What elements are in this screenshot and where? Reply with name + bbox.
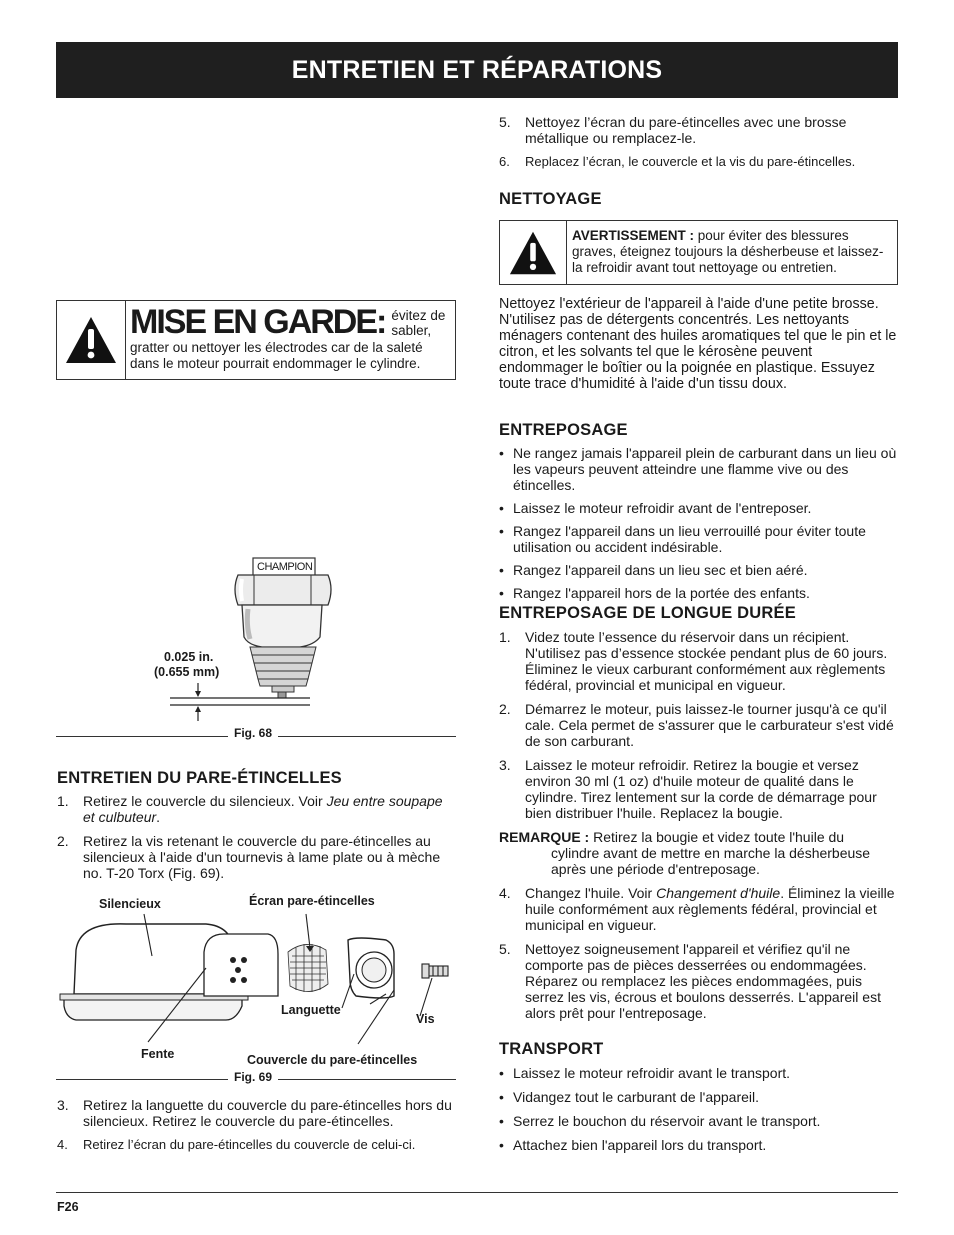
list-item: • Laissez le moteur refroidir avant de l'entreposer. — [499, 500, 812, 516]
label-vis: Vis — [416, 1012, 435, 1026]
list-item: • Serrez le bouchon du réservoir avant le transport. — [499, 1113, 821, 1129]
caution-content — [125, 301, 455, 379]
cross-reference: Jeu entre soupape et culbuteur — [83, 793, 443, 825]
warning-box — [499, 220, 898, 285]
label-fente: Fente — [141, 1047, 175, 1061]
long-storage-steps — [499, 629, 899, 1029]
storage-list — [499, 445, 897, 608]
muffler-figure — [56, 910, 456, 1070]
fig68-caption: Fig. 68 — [228, 726, 278, 740]
list-item: 6. Replacez l’écran, le couvercle et la vis du pare-étincelles. — [499, 154, 856, 169]
list-item: • Rangez l'appareil dans un lieu sec et bien aéré. — [499, 562, 808, 578]
heading-cleaning: NETTOYAGE — [499, 190, 602, 208]
fig69-caption: Fig. 69 — [228, 1070, 278, 1084]
heading-long-storage: ENTREPOSAGE DE LONGUE DURÉE — [499, 604, 796, 622]
list-item: 4. Changez l'huile. Voir Changement d'huile. Éliminez la vieille huile conformément aux règlements fédéral, provincial et municipal en vigueur. — [499, 885, 895, 933]
transport-list — [499, 1065, 897, 1160]
list-item: • Vidangez tout le carburant de l'appareil. — [499, 1089, 760, 1105]
list-item: • Rangez l'appareil dans un lieu verrouillé pour éviter toute utilisation ou accident indésirable. — [499, 523, 866, 555]
warning-text: pour éviter des blessures graves, éteignez toujours la désherbeuse et laissez-la refroidir avant tout nettoyage ou entretien. — [572, 228, 884, 275]
label-languette: Languette — [281, 1003, 341, 1017]
label-silencieux: Silencieux — [99, 897, 161, 911]
caution-text-inline: évitez de sabler, — [391, 308, 446, 338]
footer-rule — [56, 1192, 898, 1193]
gap-label-in: 0.025 in. — [164, 650, 214, 664]
heading-transport: TRANSPORT — [499, 1040, 604, 1058]
label-couvercle: Couvercle du pare-étincelles — [247, 1053, 418, 1067]
cross-reference: Changement d'huile — [656, 885, 781, 901]
spark-plug-brand: CHAMPION — [257, 561, 313, 573]
list-item: • Laissez le moteur refroidir avant le transport. — [499, 1065, 791, 1081]
page-number: F26 — [57, 1200, 79, 1214]
list-item: 1. Retirez le couvercle du silencieux. Voir Jeu entre soupape et culbuteur. — [57, 793, 443, 825]
warning-content — [566, 221, 897, 284]
spark-arrestor-steps-1-2 — [57, 793, 455, 889]
page-title: ENTRETIEN ET RÉPARATIONS — [291, 55, 663, 84]
list-item: • Attachez bien l'appareil lors du transport. — [499, 1137, 767, 1153]
list-item: 3. Laissez le moteur refroidir. Retirez la bougie et versez environ 30 ml (1 oz) d'huile moteur de qualité dans le cylindre. Tirez lentement sur la corde de démarrage pour bien distribuer l'huile. Replacez la bougie. — [499, 757, 877, 821]
list-item: • Rangez l'appareil hors de la portée des enfants. — [499, 585, 810, 601]
heading-spark-arrestor: ENTRETIEN DU PARE-ÉTINCELLES — [57, 769, 342, 787]
note-label: REMARQUE : — [499, 829, 590, 845]
spark-arrestor-steps-3-4 — [57, 1097, 455, 1160]
section-title-banner — [56, 42, 898, 98]
note: REMARQUE : Retirez la bougie et videz toute l'huile du cylindre avant de mettre en marche la désherbeuse après une période d'entreposage. — [499, 829, 871, 877]
gap-label-mm: (0.655 mm) — [154, 665, 220, 679]
list-item: 2. Démarrez le moteur, puis laissez-le tourner jusqu'à ce qu'il cale. Cela permet de s'assurer que le carburateur s'est vidé de son carburant. — [499, 701, 894, 749]
list-item: 1. Videz toute l’essence du réservoir dans un récipient. N'utilisez pas d’essence stockée pendant plus de 60 jours. Éliminez le vieux carburant conformément aux règlements fédéral, provincial et municipal en vigueur. — [499, 629, 888, 693]
list-item: 3. Retirez la languette du couvercle du pare-étincelles hors du silencieux. Retirez le couvercle du pare-étincelles. — [57, 1097, 452, 1129]
warning-triangle-icon — [500, 221, 566, 284]
label-ecran: Écran pare-étincelles — [249, 894, 375, 908]
warning-triangle-icon — [57, 301, 125, 379]
caution-text: gratter ou nettoyer les électrodes car de la saleté dans le moteur pourrait endommager le cylindre. — [130, 340, 423, 371]
spark-arrestor-steps-5-6 — [499, 114, 898, 177]
list-item: 4. Retirez l’écran du pare-étincelles du couvercle de celui-ci. — [57, 1137, 416, 1152]
list-item: • Ne rangez jamais l'appareil plein de carburant dans un lieu où les vapeurs peuvent atteindre une flamme vive ou des étincelles. — [499, 445, 897, 493]
list-item: 2. Retirez la vis retenant le couvercle du pare-étincelles au silencieux à l'aide d'un tournevis à lame plate ou à mèche no. T-20 Torx (Fig. 69). — [57, 833, 441, 881]
warning-label: AVERTISSEMENT : — [572, 228, 695, 243]
list-item: 5. Nettoyez soigneusement l'appareil et vérifiez qu'il ne comporte pas de pièces desserrées ou endommagées. Réparez ou remplacez les pièces endommagées, puis serrez les vis, écrous et boulons desserrés. L'appareil est alors prêt pour l'entreposage. — [499, 941, 881, 1021]
caution-title: MISE EN GARDE: — [130, 303, 386, 341]
caution-box — [56, 300, 456, 380]
cleaning-body: Nettoyez l'extérieur de l'appareil à l'aide d'une petite brosse. N'utilisez pas de détergents concentrés. Les nettoyants ménagers contenant des huiles aromatiques tel que le pin et le citron, et les solvants tel que le kérosène peuvent endommager le boîtier ou la poignée en plastique. Essuyez toute trace d'humidité à l'aide d'un tissu doux. — [499, 296, 897, 392]
heading-storage: ENTREPOSAGE — [499, 421, 628, 439]
list-item: 5. Nettoyez l’écran du pare-étincelles avec une brosse métallique ou remplacez-le. — [499, 114, 847, 146]
spark-plug-figure — [150, 555, 350, 723]
